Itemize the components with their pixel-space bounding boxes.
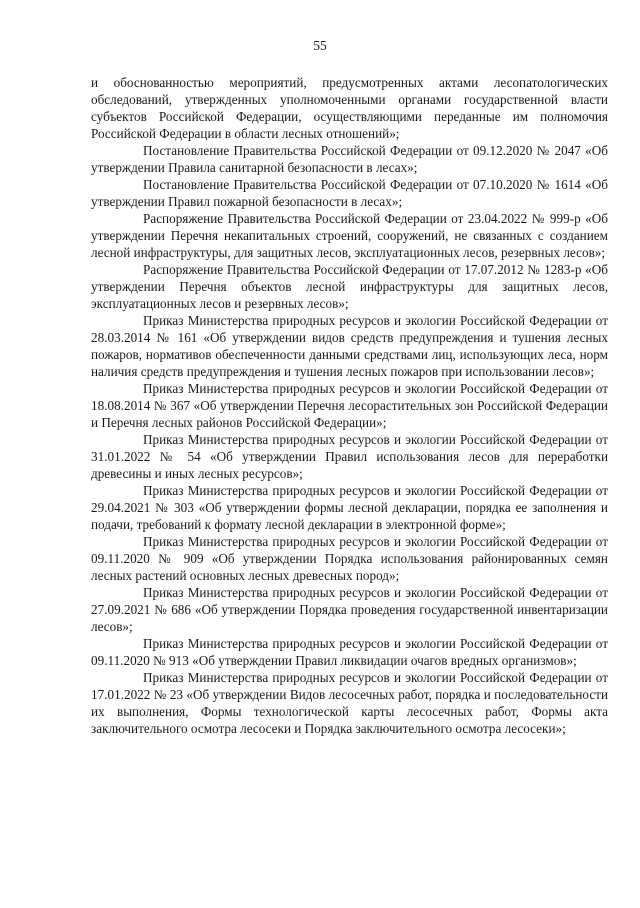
paragraph-order-999-r: Распоряжение Правительства Российской Федерации от 23.04.2022 № 999-р «Об утверждении Перечня некапитальных строений, сооружений, не связанных с созданием лесной инфраструктуры, для защитных лесов, эксплуатационных лесов, резервных лесов»; bbox=[91, 211, 608, 260]
paragraph-ministry-order-23: Приказ Министерства природных ресурсов и экологии Российской Федерации от 17.01.2022 № 23 «Об утверждении Видов лесосечных работ, порядка и последовательности их выполнения, Формы технологической карты лесосечных работ, Формы акта заключительного осмотра лесосеки и Порядка заключительного осмотра лесосеки»; bbox=[91, 670, 608, 736]
paragraph-ministry-order-913: Приказ Министерства природных ресурсов и экологии Российской Федерации от 09.11.2020 № 913 «Об утверждении Правил ликвидации очагов вредных организмов»; bbox=[91, 636, 608, 668]
paragraph-ministry-order-161: Приказ Министерства природных ресурсов и экологии Российской Федерации от 28.03.2014 № 161 «Об утверждении видов средств предупреждения и тушения лесных пожаров, нормативов обеспеченности данными средствами лиц, использующих леса, норм наличия средств предупреждения и тушения лесных пожаров при использовании лесов»; bbox=[91, 313, 608, 379]
paragraph-resolution-1614: Постановление Правительства Российской Федерации от 07.10.2020 № 1614 «Об утверждении Правил пожарной безопасности в лесах»; bbox=[91, 177, 608, 209]
document-body bbox=[91, 74, 608, 737]
paragraph-ministry-order-909: Приказ Министерства природных ресурсов и экологии Российской Федерации от 09.11.2020 № 909 «Об утверждении Порядка использования районированных семян лесных растений основных лесных древесных пород»; bbox=[91, 534, 608, 583]
paragraph-ministry-order-686: Приказ Министерства природных ресурсов и экологии Российской Федерации от 27.09.2021 № 686 «Об утверждении Порядка проведения государственной инвентаризации лесов»; bbox=[91, 585, 608, 634]
paragraph-ministry-order-367: Приказ Министерства природных ресурсов и экологии Российской Федерации от 18.08.2014 № 367 «Об утверждении Перечня лесорастительных зон Российской Федерации и Перечня лесных районов Российской Федерации»; bbox=[91, 381, 608, 430]
page-number: 55 bbox=[313, 38, 327, 53]
paragraph-order-1283-r: Распоряжение Правительства Российской Федерации от 17.07.2012 № 1283-р «Об утверждении Перечня объектов лесной инфраструктуры для защитных лесов, эксплуатационных лесов и резервных лесов»; bbox=[91, 262, 608, 311]
paragraph-ministry-order-303: Приказ Министерства природных ресурсов и экологии Российской Федерации от 29.04.2021 № 303 «Об утверждении формы лесной декларации, порядка ее заполнения и подачи, требований к формату лесной декларации в электронной форме»; bbox=[91, 483, 608, 532]
paragraph-continuation: и обоснованностью мероприятий, предусмотренных актами лесопатологических обследований, утвержденных уполномоченными органами государственной власти субъектов Российской Федерации, осуществляющими переданные им полномочия Российской Федерации в области лесных отношений»; bbox=[91, 75, 608, 141]
paragraph-resolution-2047: Постановление Правительства Российской Федерации от 09.12.2020 № 2047 «Об утверждении Правила санитарной безопасности в лесах»; bbox=[91, 143, 608, 175]
paragraph-ministry-order-54: Приказ Министерства природных ресурсов и экологии Российской Федерации от 31.01.2022 № 54 «Об утверждении Правил использования лесов для переработки древесины и иных лесных ресурсов»; bbox=[91, 432, 608, 481]
